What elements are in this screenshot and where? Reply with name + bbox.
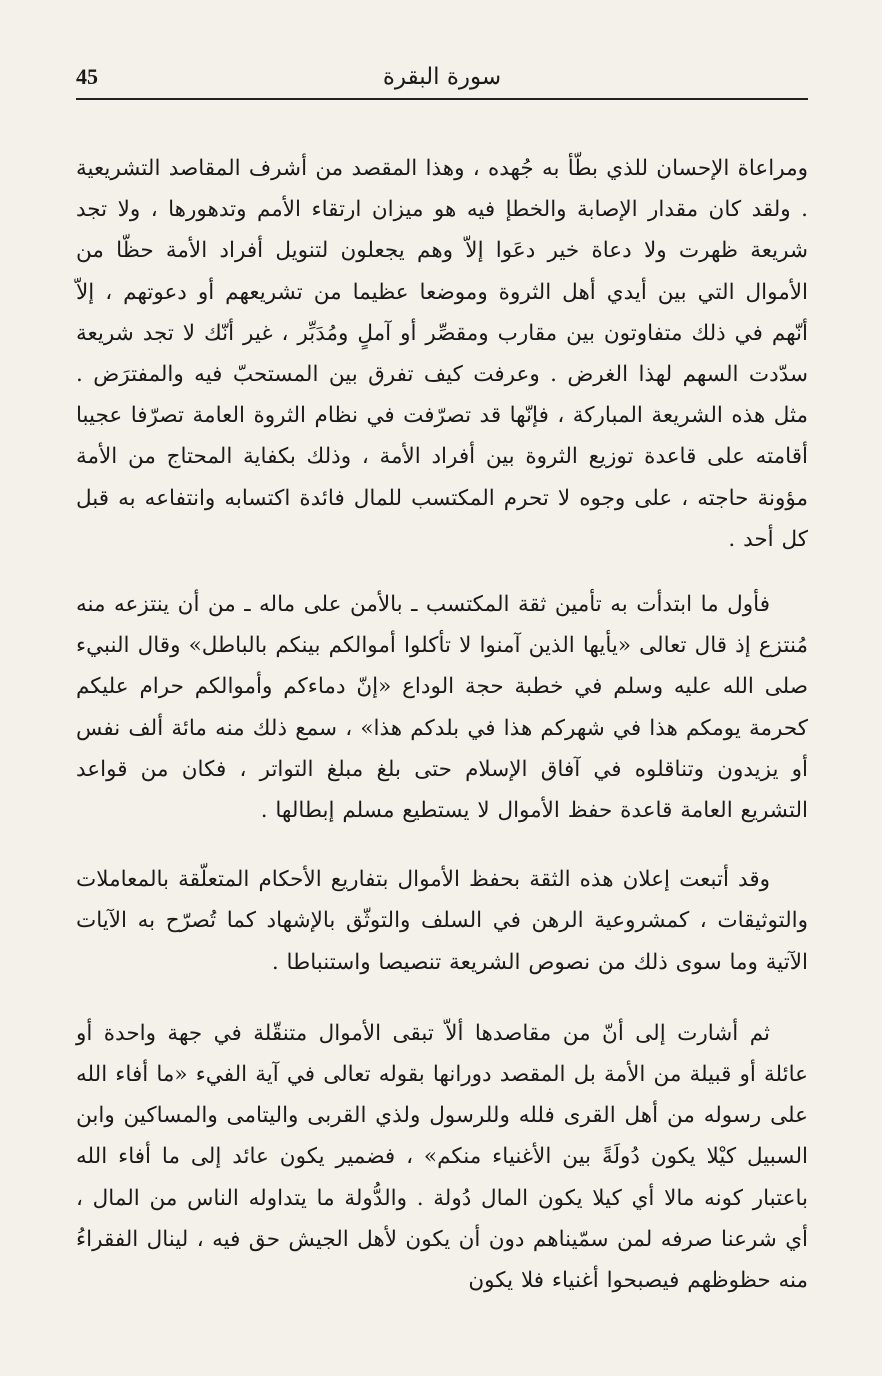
paragraph-3: وقد أتبعت إعلان هذه الثقة بحفظ الأموال بتفاريع الأحكام المتعلّقة بالمعاملات والتوثيقات ، كمشروعية الرهن في السلف والتوثّق بالإشهاد كما تُصرّح به الآيات الآتية وما سوى ذلك من نصوص الشريعة تنصيصا واستنباطا . [76,867,808,975]
paragraph-1: ومراعاة الإحسان للذي بطّأ به جُهده ، وهذا المقصد من أشرف المقاصد التشريعية . ولقد كان مقدار الإصابة والخطإ فيه هو ميزان ارتقاء الأمم وتدهورها ، ولا تجد شريعة ظهرت ولا دعاة خير دعَوا إلاّ وهم يجعلون لتنويل أفراد الأمة حظّا من الأموال التي بين أيدي أهل الثروة وموضعا عظيما من تشريعهم أو دعوتهم ، إلاّ أنّهم في ذلك متفاوتون بين مقارب ومقصِّر أو آملٍ ومُدَبِّر ، غير أنّك لا تجد شريعة سدّدت السهم لهذا الغرض . وعرفت كيف تفرق بين المستحبّ فيه والمفترَض . مثل هذه الشريعة المباركة ، فإنّها قد تصرّفت في نظام الثروة العامة تصرّفا عجيبا أقامته على قاعدة توزيع الثروة بين أفراد الأمة ، وذلك بكفاية المحتاج من الأمة مؤونة حاجته ، على وجوه لا تحرم المكتسب للمال فائدة اكتسابه وانتفاعه به قبل كل أحد . [76,156,808,552]
body-text [76,148,808,1301]
page-number: 45 [76,64,98,89]
page-header [76,62,808,98]
running-title: سورة البقرة [382,64,502,90]
paragraph-4: ثم أشارت إلى أنّ من مقاصدها ألاّ تبقى الأموال متنقّلة في جهة واحدة أو عائلة أو قبيلة من الأمة بل المقصد دورانها بقوله تعالى في آية الفيء «ما أفاء الله على رسوله من أهل القرى فلله وللرسول ولذي القربى واليتامى والمساكين وابن السبيل كيْلا يكون دُولَةً بين الأغنياء منكم» ، فضمير يكون عائد إلى ما أفاء الله باعتبار كونه مالا أي كيلا يكون المال دُولة . والدُّولة ما يتداوله الناس من المال ، أي شرعنا صرفه لمن سمّيناهم دون أن يكون لأهل الجيش حق فيه ، لينال الفقراءُ منه حظوظهم فيصبحوا أغنياء فلا يكون [76,1020,808,1294]
paragraph-2: فأول ما ابتدأت به تأمين ثقة المكتسب ـ بالأمن على ماله ـ من أن ينتزعه منه مُنتزع إذ قال تعالى «يأيها الذين آمنوا لا تأكلوا أموالكم بينكم بالباطل» وقال النبيء صلى الله عليه وسلم في خطبة حجة الوداع «إنّ دماءكم وأموالكم حرام عليكم كحرمة يومكم هذا في شهركم هذا في بلدكم هذا» ، سمع ذلك منه مائة ألف نفس أو يزيدون وتناقلوه في آفاق الإسلام حتى بلغ مبلغ التواتر ، فكان من قواعد التشريع العامة قاعدة حفظ الأموال لا يستطيع مسلم إبطالها . [76,592,808,824]
header-rule [76,98,808,100]
